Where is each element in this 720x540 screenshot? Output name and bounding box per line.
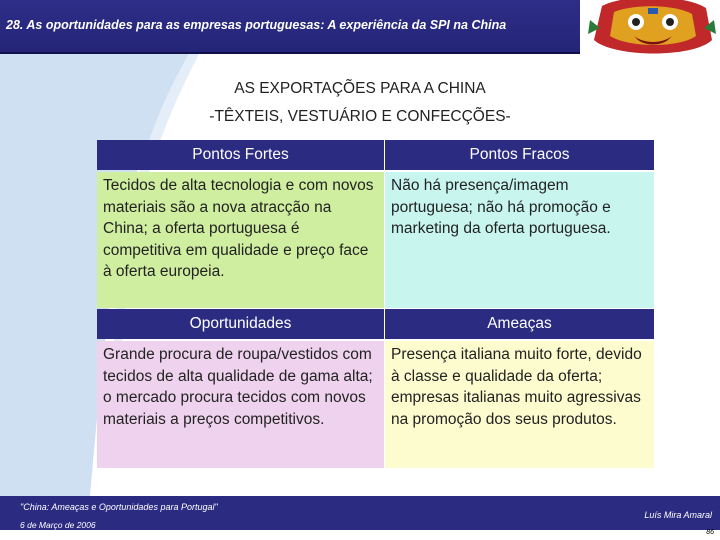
opportunities-title: Oportunidades xyxy=(189,315,292,332)
weaknesses-cell xyxy=(385,172,654,308)
strengths-cell xyxy=(97,172,384,308)
slide-subtitle: -TÊXTEIS, VESTUÁRIO E CONFECÇÕES- xyxy=(209,108,511,125)
weaknesses-header xyxy=(385,140,654,170)
slide-header-title: 28. As oportunidades para as empresas portuguesas: A experiência da SPI na China xyxy=(6,18,507,32)
weaknesses-title: Pontos Fracos xyxy=(469,146,570,163)
weaknesses-text: Não há presença/imagem portuguesa; não há promoção e marketing da oferta portuguesa. xyxy=(391,177,611,237)
opportunities-header xyxy=(97,309,384,339)
threats-header xyxy=(385,309,654,339)
strengths-text: Tecidos de alta tecnologia e com novos materiais são a nova atracção na China; a oferta portuguesa é competitiva em qualidade e preço face à oferta europeia. xyxy=(103,177,374,280)
footer-author: Luís Mira Amaral xyxy=(644,510,712,520)
footer-date: 6 de Março de 2006 xyxy=(20,520,96,530)
opportunities-cell xyxy=(97,341,384,468)
threats-cell xyxy=(385,341,654,468)
opportunities-text: Grande procura de roupa/vestidos com tecidos de alta qualidade de gama alta; o mercado procura tecidos com novos materiais a preços competitivos. xyxy=(103,346,373,428)
page-number: 86 xyxy=(706,529,714,536)
strengths-header xyxy=(97,140,384,170)
slide-title: AS EXPORTAÇÕES PARA A CHINA xyxy=(234,80,486,97)
strengths-title: Pontos Fortes xyxy=(192,146,289,163)
header-bar xyxy=(0,0,580,54)
threats-text: Presença italiana muito forte, devido à classe e qualidade da oferta; empresas italianas muito agressivas na promoção dos seus produtos. xyxy=(391,346,642,428)
threats-title: Ameaças xyxy=(487,315,552,332)
chinese-lion-mask-icon xyxy=(584,0,720,56)
footer-source: "China: Ameaças e Oportunidades para Portugal" xyxy=(20,502,218,512)
